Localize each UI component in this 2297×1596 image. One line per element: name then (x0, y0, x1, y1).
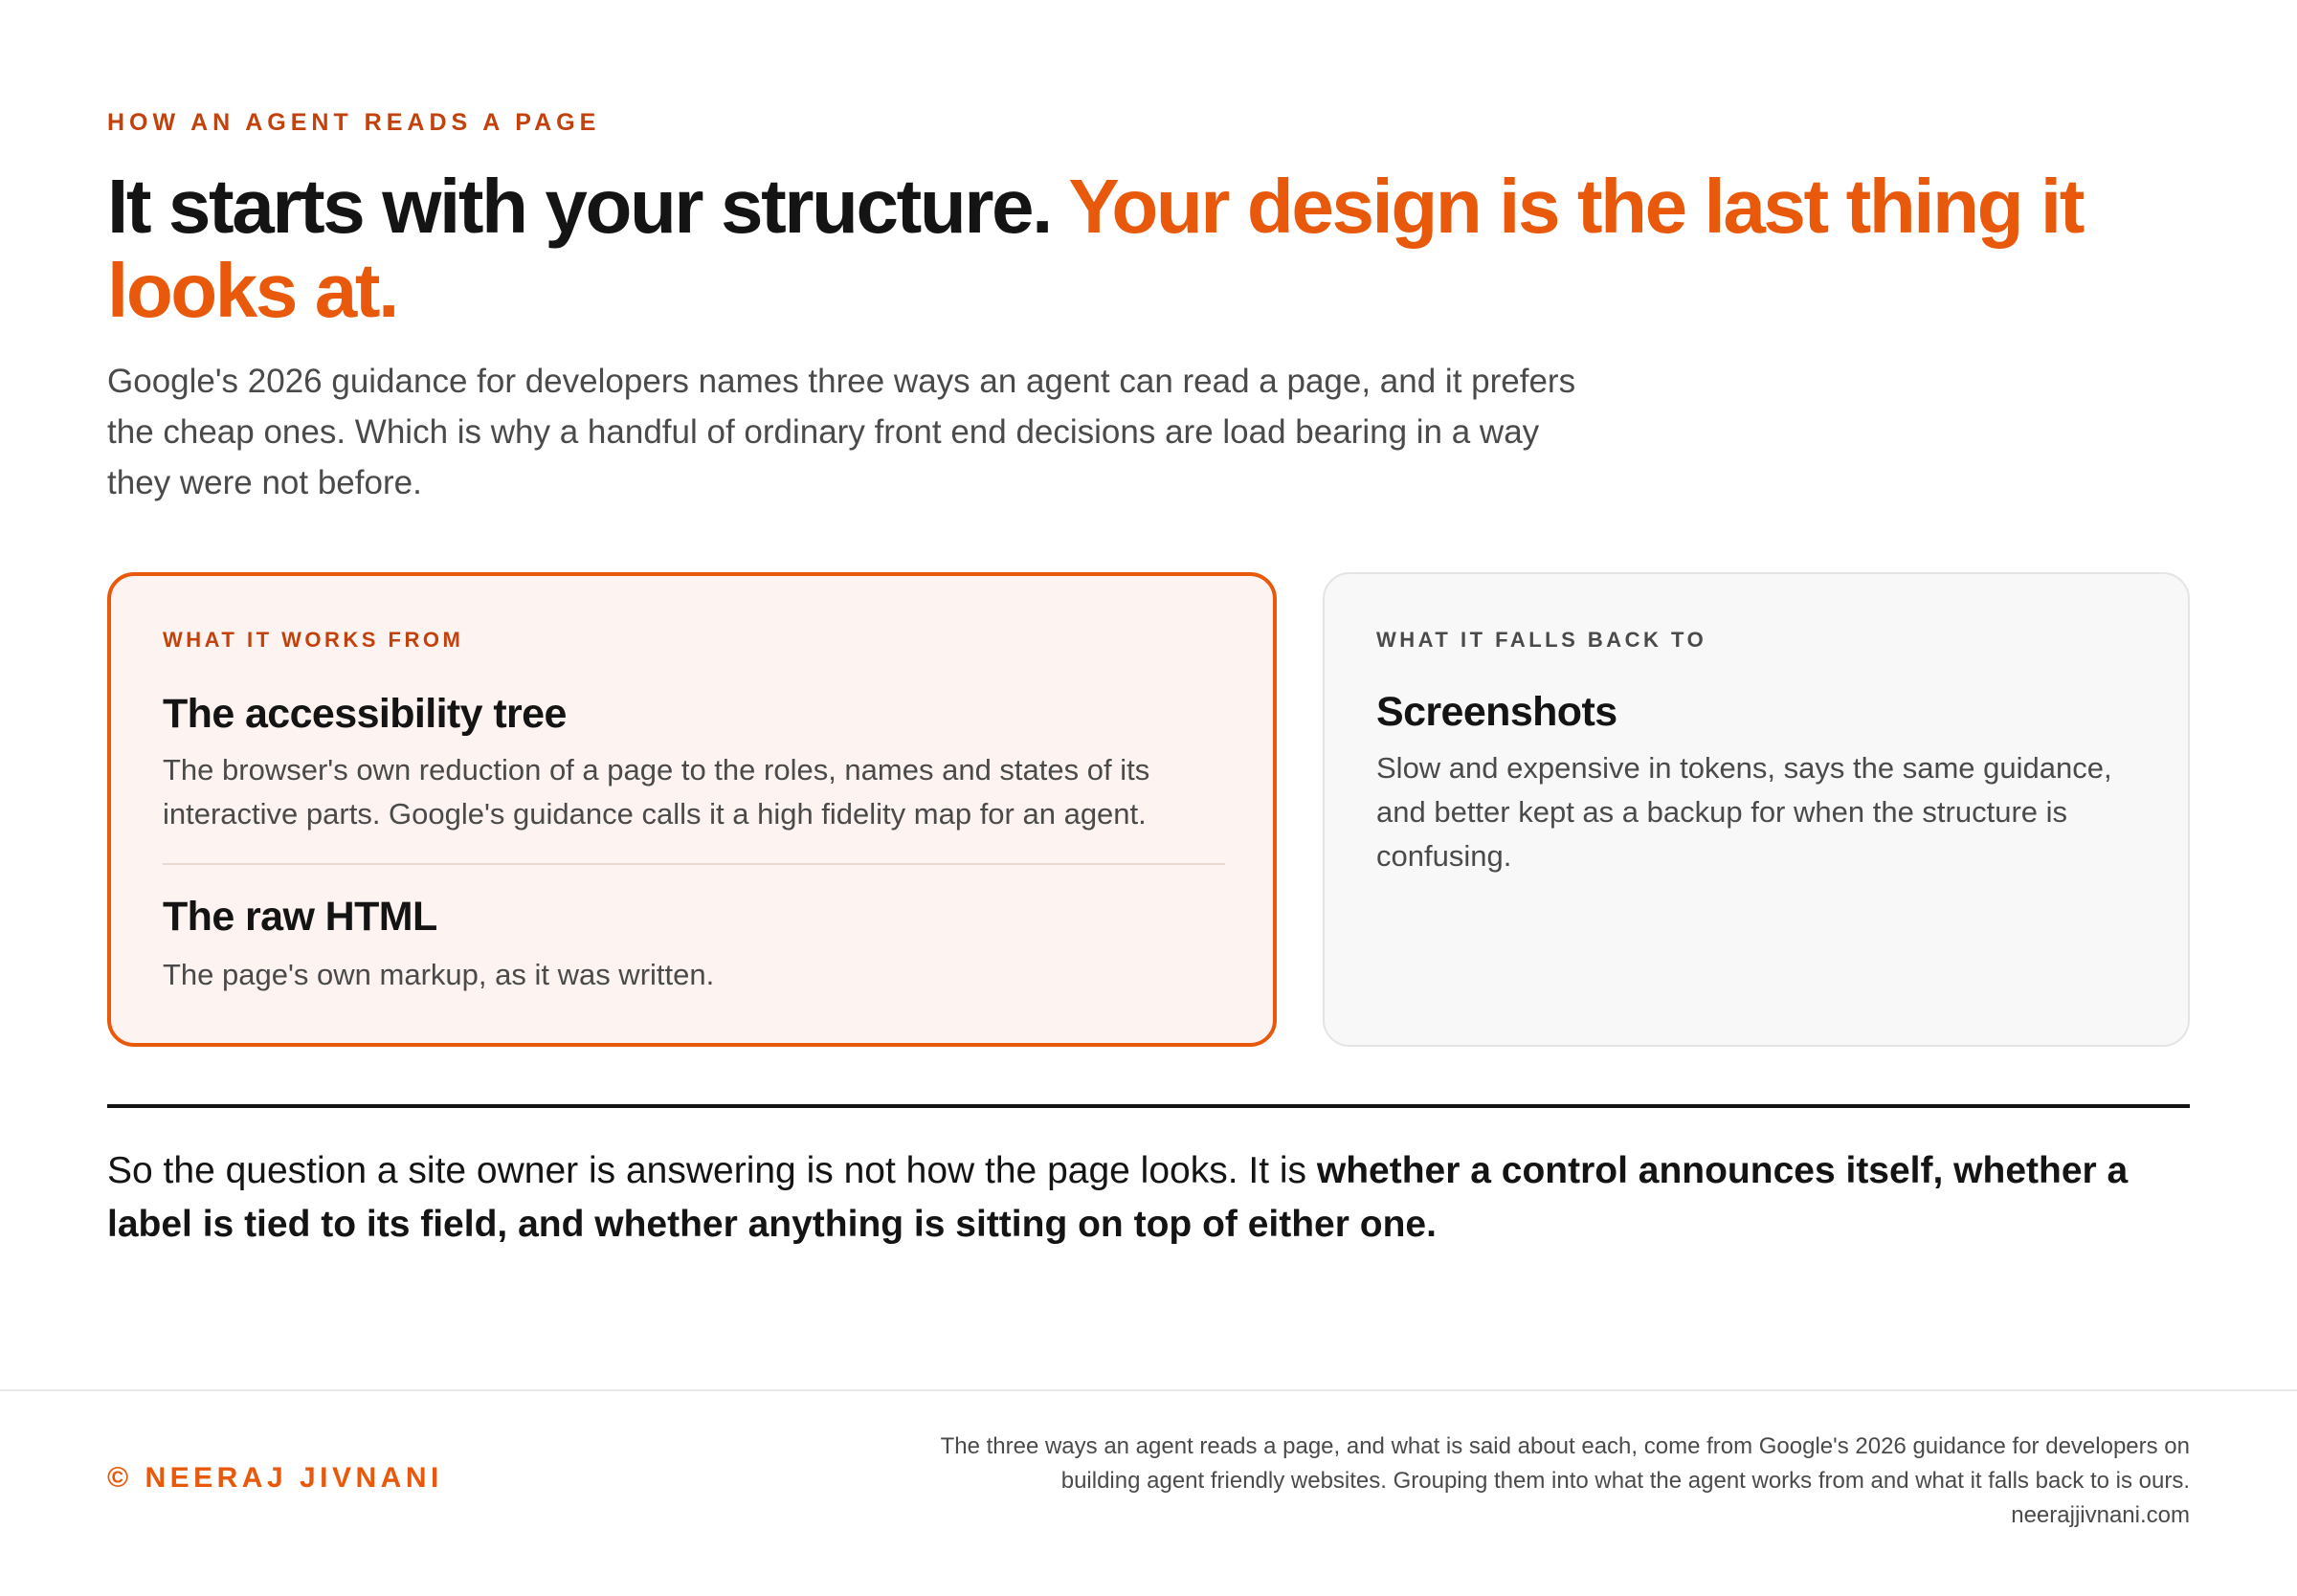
works-from-label: WHAT IT WORKS FROM (163, 628, 464, 652)
card-divider (163, 863, 1225, 865)
title-lead: It starts with your structure. (107, 164, 1051, 249)
section-divider (107, 1104, 2190, 1108)
falls-back-card (1323, 572, 2190, 1047)
accessibility-tree-body: The browser's own reduction of a page to the roles, names and states of its interactive parts. Google's guidance calls it a high fidelity map for an agent. (163, 753, 1150, 831)
works-from-card (107, 572, 1277, 1047)
falls-back-label: WHAT IT FALLS BACK TO (1376, 628, 1707, 652)
conclusion-plain: So the question a site owner is answering is not how the page looks. It is (107, 1150, 1307, 1191)
accessibility-tree-title: The accessibility tree (163, 691, 567, 737)
eyebrow-label: HOW AN AGENT READS A PAGE (107, 109, 601, 136)
page-title (107, 165, 2174, 333)
footer-site-link[interactable]: neerajjivnani.com (2011, 1502, 2190, 1528)
footer-note-line-2: building agent friendly websites. Grouping them into what the agent works from and what it falls back to is ours. (1060, 1468, 2190, 1494)
raw-html-body: The page's own markup, as it was written. (163, 958, 715, 991)
footer-note-line-1: The three ways an agent reads a page, and what is said about each, come from Google's 2026 guidance for developers on (940, 1433, 2190, 1459)
raw-html-title: The raw HTML (163, 894, 437, 940)
screenshots-body: Slow and expensive in tokens, says the same guidance, and better kept as a backup for when the structure is confusing. (1376, 751, 2112, 873)
footer-note (850, 1430, 2190, 1533)
conclusion-bold: whether a control announces itself, whether a label is tied to its field, and whether anything is sitting on top of either one. (107, 1150, 2129, 1245)
footer-divider (0, 1389, 2297, 1391)
footer-brand: © NEERAJ JIVNANI (107, 1462, 443, 1494)
title-accent: Your design is the last thing it looks at. (107, 164, 2083, 333)
intro-paragraph: Google's 2026 guidance for developers names three ways an agent can read a page, and it prefers the cheap ones. Which is why a handful of ordinary front end decisions are load bearing in a way they were not before. (107, 363, 1576, 501)
conclusion-paragraph (107, 1144, 2190, 1252)
screenshots-title: Screenshots (1376, 689, 1617, 735)
